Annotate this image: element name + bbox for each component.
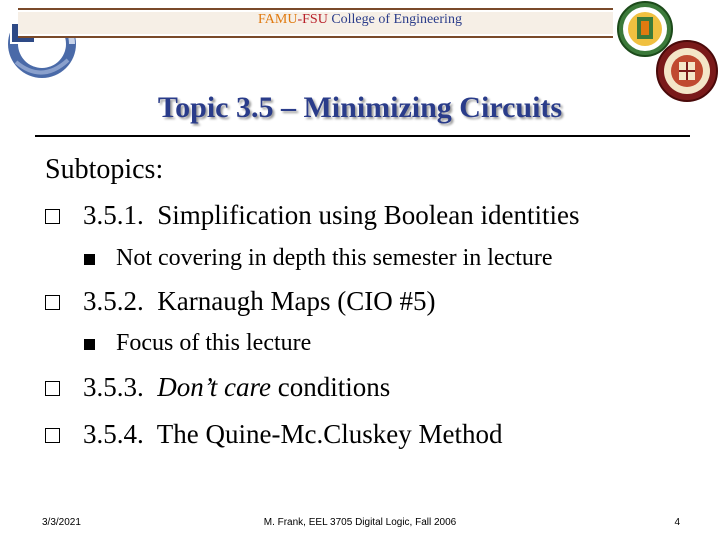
list-item-suffix: conditions <box>270 372 391 402</box>
slide-title: Topic 3.5 – Minimizing Circuits <box>157 91 563 124</box>
list-item-prefix: 3.5.3. <box>83 372 158 402</box>
filled-square-bullet-icon <box>84 254 95 265</box>
footer-page-number: 4 <box>674 517 680 528</box>
subtopics-label: Subtopics: <box>45 154 164 185</box>
header-text <box>0 11 720 29</box>
header-dash: - <box>297 12 303 27</box>
hollow-square-bullet-icon <box>45 209 60 224</box>
list-subitem-text: Focus of this lecture <box>116 330 312 356</box>
list-subitem-text: Not covering in depth this semester in lecture <box>116 245 553 271</box>
header-fsu: FSU <box>302 12 328 27</box>
filled-square-bullet-icon <box>84 339 95 350</box>
hollow-square-bullet-icon <box>45 428 60 443</box>
list-item-emphasis: Don’t care <box>157 372 271 402</box>
title-divider <box>35 135 690 137</box>
list-item-text: 3.5.1. Simplification using Boolean identities <box>83 200 580 230</box>
header-famu: FAMU <box>258 12 298 27</box>
list-item-text: 3.5.4. The Quine-Mc.Cluskey Method <box>83 419 503 449</box>
hollow-square-bullet-icon <box>45 381 60 396</box>
list-item-text <box>83 369 390 405</box>
header-college: College of Engineering <box>327 12 462 27</box>
footer-center: M. Frank, EEL 3705 Digital Logic, Fall 2006 <box>263 517 457 528</box>
footer-date: 3/3/2021 <box>42 517 81 528</box>
hollow-square-bullet-icon <box>45 295 60 310</box>
list-item-text: 3.5.2. Karnaugh Maps (CIO #5) <box>83 286 436 316</box>
